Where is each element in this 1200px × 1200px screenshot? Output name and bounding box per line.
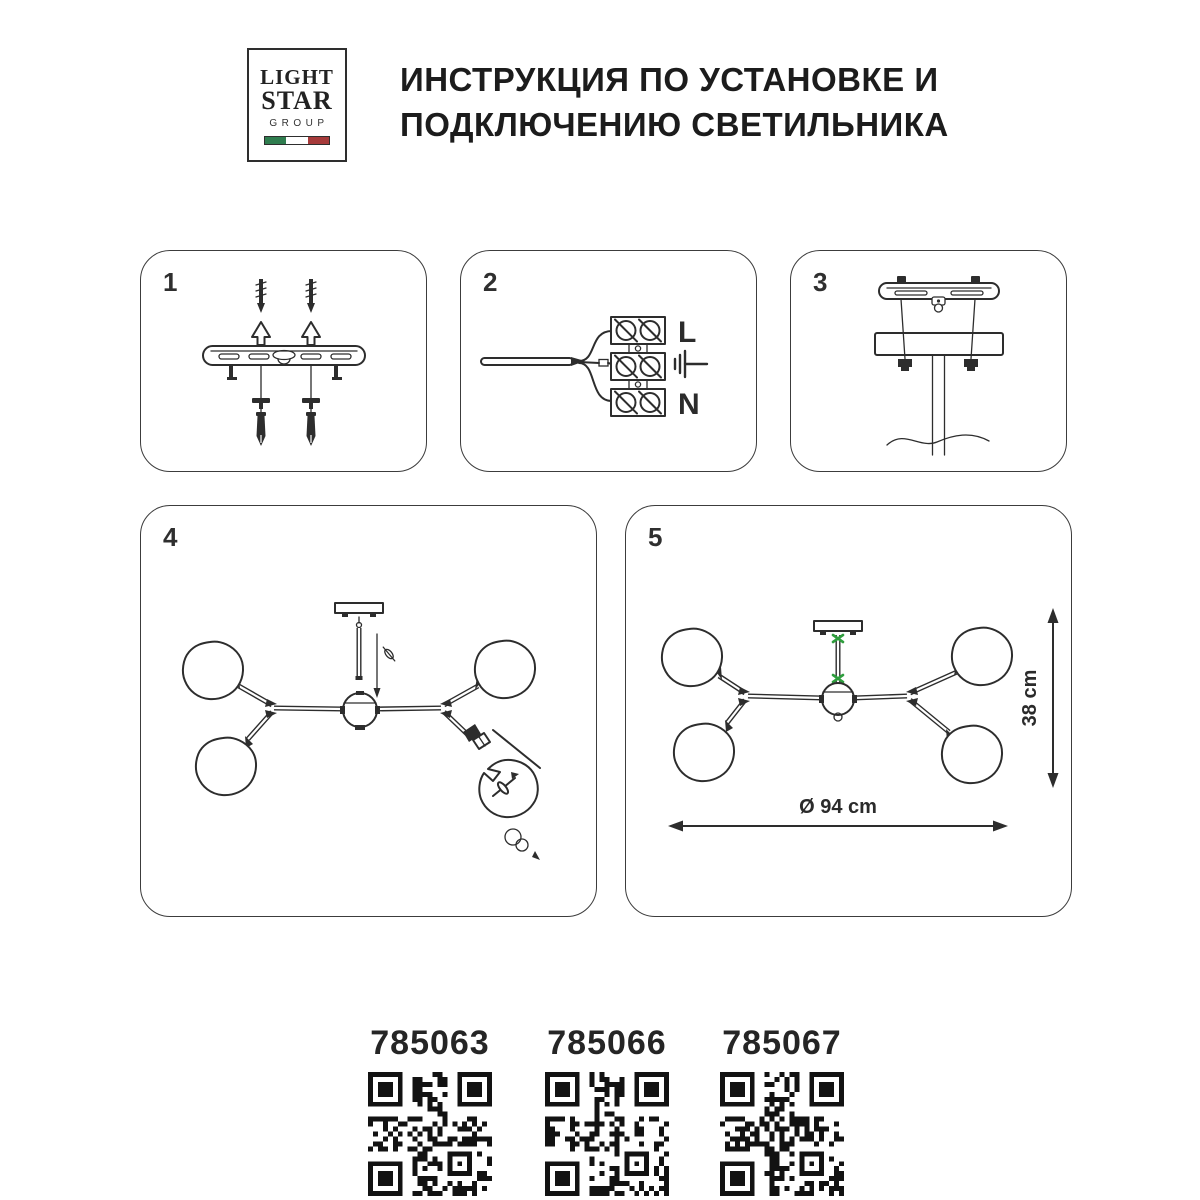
italian-flag-stripe-icon — [264, 136, 330, 145]
label-line-L: L — [678, 316, 697, 349]
qr-code — [720, 1072, 844, 1196]
double-arrow-vertical-icon — [1048, 608, 1059, 788]
product-block — [720, 1024, 844, 1196]
earth-ground-icon — [675, 351, 707, 377]
canopy-mounting-diagram — [791, 251, 1066, 471]
mounting-bracket-diagram — [141, 251, 426, 471]
page-title — [400, 57, 1040, 147]
step-panel-5 — [625, 505, 1072, 917]
product-block — [545, 1024, 669, 1196]
step-panel-3 — [790, 250, 1067, 472]
step-panel-4 — [140, 505, 597, 917]
step-number: 4 — [163, 522, 178, 552]
double-arrow-horizontal-icon — [668, 821, 1008, 832]
logo-line-star: STAR — [261, 85, 333, 115]
dimension-diameter-label: Ø 94 cm — [799, 796, 877, 818]
step-number: 3 — [813, 267, 828, 297]
logo-line-group: GROUP — [269, 117, 329, 129]
product-code: 785067 — [722, 1024, 842, 1062]
step-number: 2 — [483, 267, 498, 297]
title-line-2: ПОДКЛЮЧЕНИЮ СВЕТИЛЬНИКА — [400, 106, 949, 143]
product-block — [368, 1024, 492, 1196]
chandelier-dimensions-diagram — [626, 506, 1071, 916]
lightstar-logo — [247, 48, 347, 162]
step-number: 5 — [648, 522, 663, 552]
logo-line-light: LIGHT — [260, 64, 334, 89]
product-code: 785066 — [547, 1024, 667, 1062]
dimension-height-label: 38 cm — [1019, 669, 1041, 727]
step-panel-2 — [460, 250, 757, 472]
chandelier-assembly-diagram — [141, 506, 596, 916]
step-panel-1 — [140, 250, 427, 472]
product-code: 785063 — [370, 1024, 490, 1062]
step-number: 1 — [163, 267, 178, 297]
qr-code — [545, 1072, 669, 1196]
qr-code — [368, 1072, 492, 1196]
terminal-wiring-diagram — [461, 251, 756, 471]
title-line-1: ИНСТРУКЦИЯ ПО УСТАНОВКЕ И — [400, 61, 939, 98]
label-neutral-N: N — [678, 388, 700, 421]
